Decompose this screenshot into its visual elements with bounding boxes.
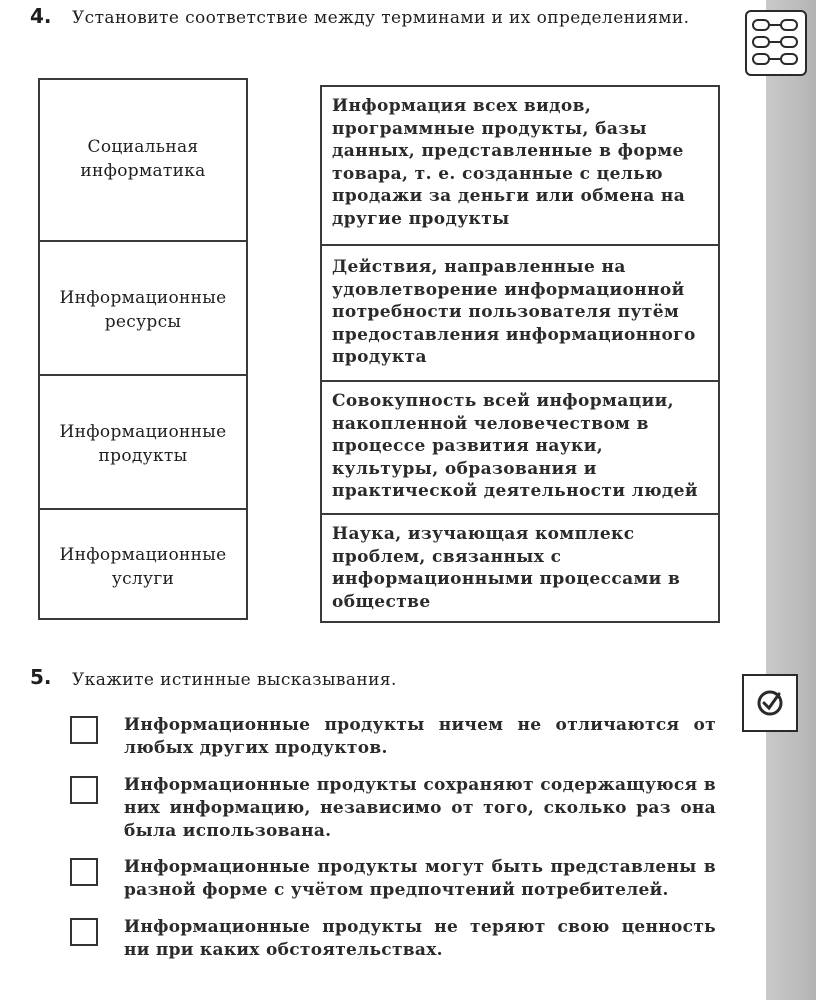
terms-column: [38, 78, 248, 620]
option-checkbox[interactable]: [70, 776, 98, 804]
option-item: [70, 856, 720, 906]
task5-number: 5.: [30, 665, 52, 689]
task5-text: Укажите истинные высказывания.: [72, 670, 397, 690]
check-icon: [742, 674, 798, 732]
term-cell[interactable]: [40, 240, 246, 374]
option-checkbox[interactable]: [70, 918, 98, 946]
definition-text: Действия, направленные на удовлетворение информационной потребности пользователя путём предоставления информационного продукта: [332, 257, 696, 367]
option-text: Информационные продукты ничем не отличаются от любых других продуктов.: [124, 715, 716, 758]
term-text: Информационные продукты: [59, 422, 227, 466]
matching-icon: [745, 10, 807, 76]
definition-text: Наука, изучающая комплекс проблем, связанных с информационными процессами в обществе: [332, 524, 681, 612]
definition-cell[interactable]: [322, 380, 718, 513]
term-cell[interactable]: [40, 80, 246, 240]
option-item: [70, 774, 720, 846]
option-checkbox[interactable]: [70, 716, 98, 744]
term-text: Информационные услуги: [59, 545, 227, 589]
option-text: Информационные продукты не теряют свою ценность ни при каких обстоятельствах.: [124, 917, 716, 960]
term-text: Информационные ресурсы: [59, 288, 227, 332]
task4-number: 4.: [30, 4, 52, 28]
option-checkbox[interactable]: [70, 858, 98, 886]
option-text: Информационные продукты сохраняют содержащуюся в них информацию, независимо от того, сколько раз она была использована.: [124, 775, 716, 841]
definition-cell[interactable]: [322, 244, 718, 380]
option-item: [70, 714, 720, 764]
task4-text: Установите соответствие между терминами и их определениями.: [72, 8, 690, 28]
term-cell[interactable]: [40, 508, 246, 618]
term-cell[interactable]: [40, 374, 246, 508]
option-text: Информационные продукты могут быть представлены в разной форме с учётом предпочтений потребителей.: [124, 857, 716, 900]
term-text: Социальная информатика: [80, 137, 206, 181]
definition-cell[interactable]: [322, 87, 718, 244]
definition-text: Информация всех видов, программные продукты, базы данных, представленные в форме товара, т. е. созданные с целью продажи за деньги или обмена на другие продукты: [332, 96, 686, 229]
page-edge-strip: [766, 0, 816, 1000]
definition-text: Совокупность всей информации, накопленной человечеством в процессе развития науки, культуры, образования и практической деятельности людей: [332, 391, 698, 501]
definition-cell[interactable]: [322, 513, 718, 621]
option-item: [70, 916, 720, 966]
definitions-column: [320, 85, 720, 623]
